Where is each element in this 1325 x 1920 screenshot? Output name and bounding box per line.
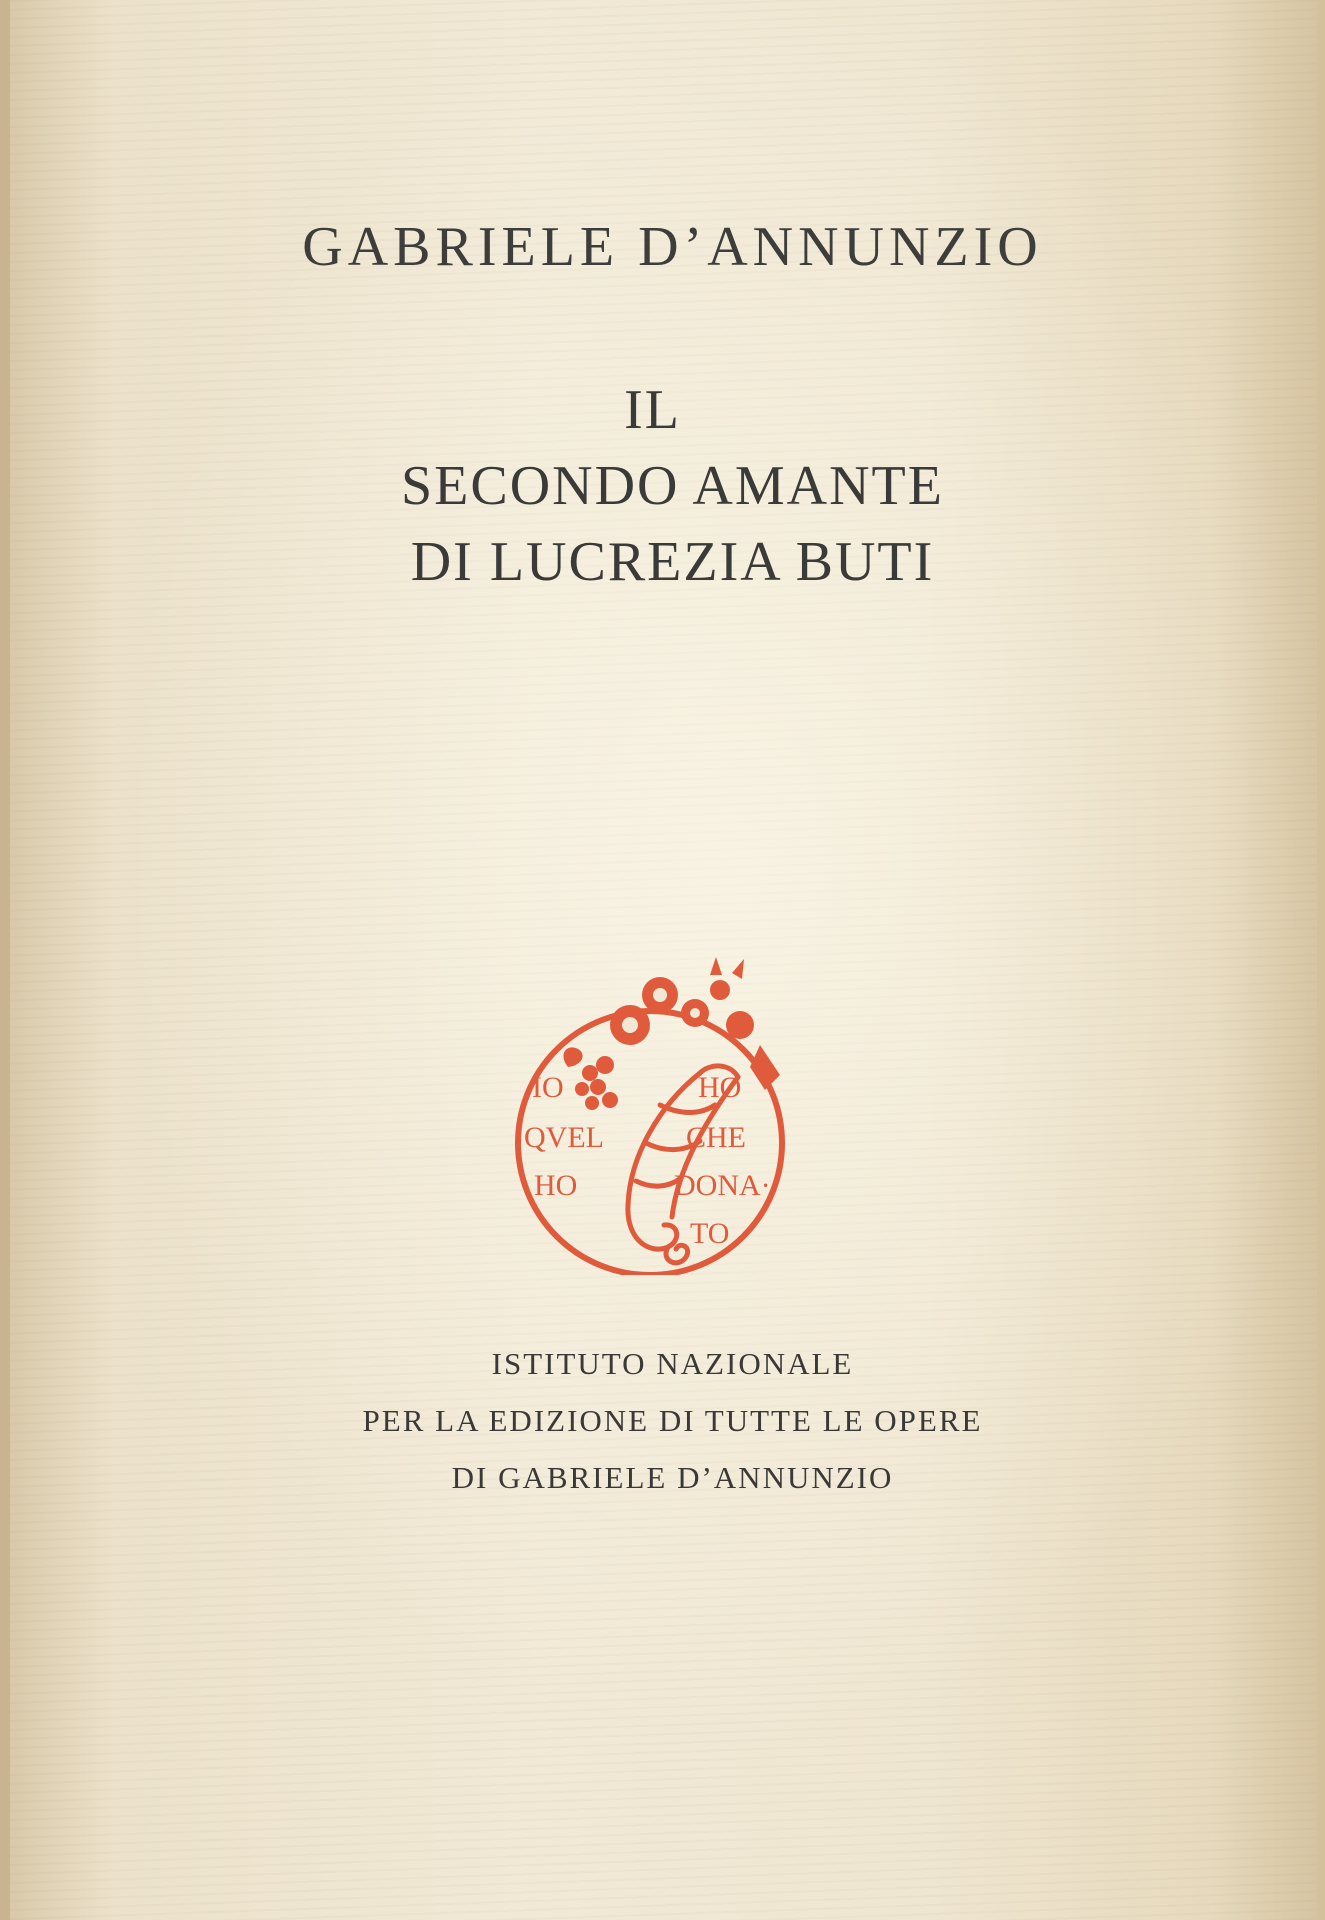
publisher-line: ISTITUTO NAZIONALE [491, 1346, 854, 1381]
cornucopia-motto-emblem-icon [510, 955, 800, 1275]
emblem-motto: TO [690, 1217, 730, 1250]
title-line: IL [624, 379, 681, 441]
publisher-name [10, 1335, 1325, 1506]
emblem-motto: HO [698, 1071, 742, 1104]
emblem-motto: QVEL [524, 1121, 604, 1154]
title-line: SECONDO AMANTE [401, 455, 944, 517]
emblem-motto: DONA· [674, 1169, 771, 1202]
publisher-line: PER LA EDIZIONE DI TUTTE LE OPERE [362, 1403, 983, 1438]
title-line: DI LUCREZIA BUTI [410, 531, 935, 593]
publisher-line: DI GABRIELE D’ANNUNZIO [451, 1460, 894, 1495]
emblem-motto: HO [534, 1169, 578, 1202]
emblem-motto: CHE [686, 1121, 746, 1154]
author-name: GABRIELE D’ANNUNZIO [302, 216, 1043, 278]
emblem-motto: IO [532, 1071, 564, 1104]
book-title [10, 372, 1325, 600]
